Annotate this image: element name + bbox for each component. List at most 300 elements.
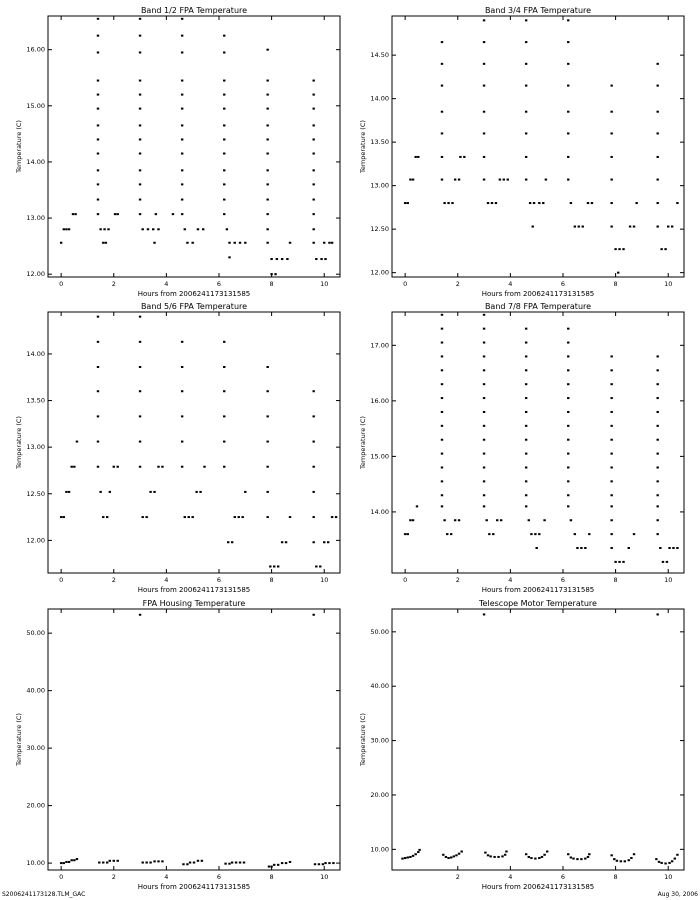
data-point <box>570 202 572 204</box>
data-point <box>538 857 540 859</box>
data-point <box>610 202 612 204</box>
data-point <box>181 390 183 392</box>
data-point <box>483 63 485 65</box>
data-point <box>102 242 104 244</box>
y-tick-label: 10.00 <box>26 859 45 868</box>
data-point <box>103 228 105 230</box>
data-point <box>281 541 283 543</box>
data-point <box>441 369 443 371</box>
data-point <box>223 466 225 468</box>
data-point <box>139 94 141 96</box>
data-point <box>139 466 141 468</box>
data-point <box>656 179 658 181</box>
data-point <box>139 18 141 20</box>
data-point <box>223 108 225 110</box>
data-point <box>441 453 443 455</box>
data-point <box>266 169 268 171</box>
y-tick-label: 40.00 <box>370 682 389 691</box>
data-point <box>497 856 499 858</box>
data-point <box>149 862 151 864</box>
data-point <box>266 49 268 51</box>
data-point <box>616 860 618 862</box>
data-point <box>102 516 104 518</box>
data-point <box>63 862 65 864</box>
data-point <box>328 862 330 864</box>
data-point <box>441 132 443 134</box>
data-point <box>99 491 101 493</box>
data-point <box>567 383 569 385</box>
data-point <box>312 491 314 493</box>
x-axis-label: Hours from 2006241173131585 <box>481 290 595 298</box>
data-point <box>270 866 272 868</box>
data-point <box>139 153 141 155</box>
data-point <box>191 242 193 244</box>
x-tick-label: 6 <box>560 576 566 584</box>
x-tick-label: 0 <box>59 576 64 584</box>
data-point <box>139 614 141 616</box>
y-tick-label: 50.00 <box>26 629 45 638</box>
data-point <box>656 111 658 113</box>
data-point <box>664 862 666 864</box>
data-point <box>676 202 678 204</box>
data-point <box>483 85 485 87</box>
data-point <box>181 183 183 185</box>
data-point <box>441 156 443 158</box>
data-point <box>446 533 448 535</box>
data-point <box>286 258 288 260</box>
data-point <box>567 111 569 113</box>
data-point <box>483 369 485 371</box>
data-point <box>656 355 658 357</box>
data-point <box>239 242 241 244</box>
data-point <box>483 466 485 468</box>
data-point <box>109 491 111 493</box>
data-point <box>525 111 527 113</box>
data-point <box>567 132 569 134</box>
data-point <box>70 859 72 861</box>
data-point <box>312 441 314 443</box>
data-point <box>610 156 612 158</box>
x-tick-label: 8 <box>613 280 618 288</box>
data-point <box>312 390 314 392</box>
data-point <box>587 856 589 858</box>
x-tick-label: 10 <box>664 280 673 288</box>
data-point <box>656 466 658 468</box>
data-point <box>441 383 443 385</box>
data-point <box>117 213 119 215</box>
data-point <box>201 860 203 862</box>
data-point <box>407 533 409 535</box>
x-tick-label: 4 <box>164 280 169 288</box>
data-point <box>97 390 99 392</box>
data-point <box>102 862 104 864</box>
data-point <box>142 228 144 230</box>
plot-frame <box>48 609 340 870</box>
data-point <box>487 202 489 204</box>
data-point <box>223 153 225 155</box>
data-point <box>181 80 183 82</box>
y-axis-label: Temperature (C) <box>15 416 23 469</box>
data-point <box>68 228 70 230</box>
data-point <box>285 862 287 864</box>
data-point <box>567 505 569 507</box>
data-point <box>312 153 314 155</box>
data-point <box>660 248 662 250</box>
data-point <box>139 366 141 368</box>
data-point <box>312 199 314 201</box>
data-point <box>483 439 485 441</box>
data-point <box>483 480 485 482</box>
data-point <box>99 228 101 230</box>
data-point <box>483 328 485 330</box>
data-point <box>312 213 314 215</box>
data-point <box>98 862 100 864</box>
data-point <box>97 316 99 318</box>
data-point <box>312 169 314 171</box>
y-tick-label: 14.00 <box>370 507 389 516</box>
data-point <box>610 397 612 399</box>
data-point <box>453 855 455 857</box>
data-point <box>139 35 141 37</box>
data-point <box>312 138 314 140</box>
data-point <box>656 369 658 371</box>
y-tick-label: 20.00 <box>370 790 389 799</box>
data-point <box>181 169 183 171</box>
data-point <box>535 547 537 549</box>
data-point <box>404 202 406 204</box>
y-tick-label: 15.00 <box>26 101 45 110</box>
data-point <box>445 856 447 858</box>
chart-panel <box>15 599 340 891</box>
data-point <box>266 94 268 96</box>
data-point <box>668 547 670 549</box>
data-point <box>97 466 99 468</box>
y-tick-label: 10.00 <box>370 845 389 854</box>
chart-title: Band 3/4 FPA Temperature <box>484 6 592 15</box>
data-point <box>266 516 268 518</box>
data-point <box>567 355 569 357</box>
y-axis-label: Temperature (C) <box>359 713 367 766</box>
data-point <box>223 390 225 392</box>
data-point <box>97 153 99 155</box>
data-point <box>624 860 626 862</box>
data-point <box>139 316 141 318</box>
data-point <box>184 516 186 518</box>
x-tick-label: 2 <box>455 873 460 881</box>
data-point <box>266 441 268 443</box>
data-point <box>139 183 141 185</box>
data-point <box>567 466 569 468</box>
data-point <box>273 864 275 866</box>
data-point <box>223 51 225 53</box>
data-point <box>312 124 314 126</box>
data-point <box>223 441 225 443</box>
data-point <box>266 491 268 493</box>
data-point <box>401 858 403 860</box>
data-point <box>266 366 268 368</box>
data-point <box>656 397 658 399</box>
x-axis-label: Hours from 2006241173131585 <box>481 883 595 891</box>
data-point <box>483 383 485 385</box>
data-point <box>289 861 291 863</box>
data-point <box>656 63 658 65</box>
data-point <box>567 397 569 399</box>
data-point <box>320 258 322 260</box>
data-point <box>319 565 321 567</box>
data-point <box>181 341 183 343</box>
data-point <box>441 494 443 496</box>
data-point <box>529 202 531 204</box>
data-point <box>545 179 547 181</box>
data-point <box>580 858 582 860</box>
data-point <box>139 199 141 201</box>
data-point <box>407 856 409 858</box>
data-point <box>266 390 268 392</box>
data-point <box>226 228 228 230</box>
data-point <box>628 859 630 861</box>
data-point <box>270 258 272 260</box>
data-point <box>505 851 507 853</box>
data-point <box>610 505 612 507</box>
data-point <box>610 179 612 181</box>
x-tick-label: 4 <box>508 873 513 881</box>
data-point <box>541 856 543 858</box>
data-point <box>416 505 418 507</box>
x-tick-label: 8 <box>613 873 618 881</box>
y-tick-label: 13.00 <box>26 214 45 223</box>
data-point <box>493 856 495 858</box>
data-point <box>588 853 590 855</box>
data-point <box>223 199 225 201</box>
data-point <box>610 519 612 521</box>
data-point <box>327 541 329 543</box>
data-point <box>157 228 159 230</box>
data-point <box>525 853 527 855</box>
data-point <box>409 856 411 858</box>
data-point <box>97 169 99 171</box>
data-point <box>610 466 612 468</box>
data-point <box>223 94 225 96</box>
data-point <box>483 425 485 427</box>
data-point <box>567 179 569 181</box>
data-point <box>181 18 183 20</box>
data-point <box>610 85 612 87</box>
data-point <box>412 179 414 181</box>
data-point <box>312 415 314 417</box>
data-point <box>73 466 75 468</box>
data-point <box>542 202 544 204</box>
data-point <box>443 202 445 204</box>
data-point <box>72 213 74 215</box>
data-point <box>266 80 268 82</box>
footer-date: Aug 30, 2006 <box>657 891 698 898</box>
data-point <box>322 863 324 865</box>
y-tick-label: 13.50 <box>26 396 45 405</box>
data-point <box>244 242 246 244</box>
data-point <box>266 108 268 110</box>
data-point <box>483 111 485 113</box>
chart-panel <box>15 6 340 298</box>
data-point <box>499 179 501 181</box>
data-point <box>443 519 445 521</box>
data-point <box>441 480 443 482</box>
data-point <box>588 533 590 535</box>
data-point <box>323 242 325 244</box>
data-point <box>188 516 190 518</box>
data-point <box>97 51 99 53</box>
data-point <box>228 242 230 244</box>
x-axis-label: Hours from 2006241173131585 <box>137 586 251 594</box>
data-point <box>483 132 485 134</box>
y-tick-label: 14.00 <box>370 94 389 103</box>
data-point <box>68 491 70 493</box>
data-point <box>528 519 530 521</box>
data-point <box>610 111 612 113</box>
data-point <box>407 202 409 204</box>
data-point <box>656 226 658 228</box>
data-point <box>567 439 569 441</box>
chart-title: Band 5/6 FPA Temperature <box>140 302 248 311</box>
data-point <box>503 179 505 181</box>
data-point <box>332 862 334 864</box>
data-point <box>610 854 612 856</box>
data-point <box>567 41 569 43</box>
chart-title: Band 1/2 FPA Temperature <box>140 6 248 15</box>
data-point <box>491 202 493 204</box>
data-point <box>70 466 72 468</box>
data-point <box>145 862 147 864</box>
data-point <box>97 124 99 126</box>
data-point <box>181 199 183 201</box>
data-point <box>572 858 574 860</box>
data-point <box>155 213 157 215</box>
y-axis-label: Temperature (C) <box>15 120 23 173</box>
data-point <box>486 519 488 521</box>
data-point <box>203 466 205 468</box>
data-point <box>450 533 452 535</box>
data-point <box>483 411 485 413</box>
data-point <box>451 202 453 204</box>
chart-panel <box>359 6 684 298</box>
footer-source-file: S2006241173128.TLM_GAC <box>2 891 86 898</box>
data-point <box>610 480 612 482</box>
data-point <box>106 862 108 864</box>
x-axis-label: Hours from 2006241173131585 <box>137 290 251 298</box>
data-point <box>525 19 527 21</box>
data-point <box>458 519 460 521</box>
data-point <box>318 863 320 865</box>
chart-title: Telescope Motor Temperature <box>479 599 597 608</box>
y-tick-label: 12.00 <box>26 536 45 545</box>
x-axis-label: Hours from 2006241173131585 <box>137 883 251 891</box>
data-point <box>660 862 662 864</box>
data-point <box>289 242 291 244</box>
x-tick-label: 4 <box>508 576 513 584</box>
data-point <box>591 202 593 204</box>
data-point <box>266 199 268 201</box>
y-tick-label: 30.00 <box>26 744 45 753</box>
data-point <box>525 480 527 482</box>
data-point <box>228 863 230 865</box>
data-point <box>528 856 530 858</box>
data-point <box>197 860 199 862</box>
data-point <box>618 561 620 563</box>
data-point <box>441 505 443 507</box>
x-tick-label: 8 <box>613 576 618 584</box>
data-point <box>441 111 443 113</box>
y-tick-label: 14.00 <box>26 349 45 358</box>
data-point <box>633 853 635 855</box>
data-point <box>181 441 183 443</box>
data-point <box>223 183 225 185</box>
data-point <box>484 852 486 854</box>
data-point <box>181 51 183 53</box>
data-point <box>223 213 225 215</box>
data-point <box>139 169 141 171</box>
data-point <box>567 85 569 87</box>
data-point <box>501 855 503 857</box>
y-tick-label: 14.50 <box>370 51 389 60</box>
data-point <box>312 466 314 468</box>
data-point <box>335 516 337 518</box>
chart-title: Band 7/8 FPA Temperature <box>484 302 592 311</box>
data-point <box>277 565 279 567</box>
data-point <box>152 228 154 230</box>
data-point <box>105 242 107 244</box>
y-tick-label: 13.50 <box>370 138 389 147</box>
plot-frame <box>392 312 684 573</box>
data-point <box>113 466 115 468</box>
data-point <box>149 491 151 493</box>
data-point <box>266 213 268 215</box>
data-point <box>324 862 326 864</box>
data-point <box>181 138 183 140</box>
data-point <box>459 156 461 158</box>
y-tick-label: 12.50 <box>26 489 45 498</box>
data-point <box>525 411 527 413</box>
data-point <box>197 228 199 230</box>
x-tick-label: 4 <box>508 280 513 288</box>
data-point <box>668 862 670 864</box>
x-tick-label: 2 <box>111 576 116 584</box>
plot-frame <box>48 312 340 573</box>
x-tick-label: 4 <box>164 576 169 584</box>
data-point <box>417 156 419 158</box>
data-point <box>181 213 183 215</box>
data-point <box>315 565 317 567</box>
data-point <box>567 19 569 21</box>
data-point <box>533 202 535 204</box>
x-axis-label: Hours from 2006241173131585 <box>481 586 595 594</box>
data-point <box>658 861 660 863</box>
data-point <box>117 860 119 862</box>
data-point <box>139 390 141 392</box>
data-point <box>483 156 485 158</box>
data-point <box>266 183 268 185</box>
y-tick-label: 13.00 <box>26 443 45 452</box>
data-point <box>567 425 569 427</box>
plot-frame <box>48 16 340 277</box>
data-point <box>656 494 658 496</box>
data-point <box>614 248 616 250</box>
data-point <box>496 519 498 521</box>
plot-frame <box>392 16 684 277</box>
data-point <box>409 179 411 181</box>
data-point <box>530 857 532 859</box>
data-point <box>234 242 236 244</box>
data-point <box>567 480 569 482</box>
data-point <box>442 854 444 856</box>
